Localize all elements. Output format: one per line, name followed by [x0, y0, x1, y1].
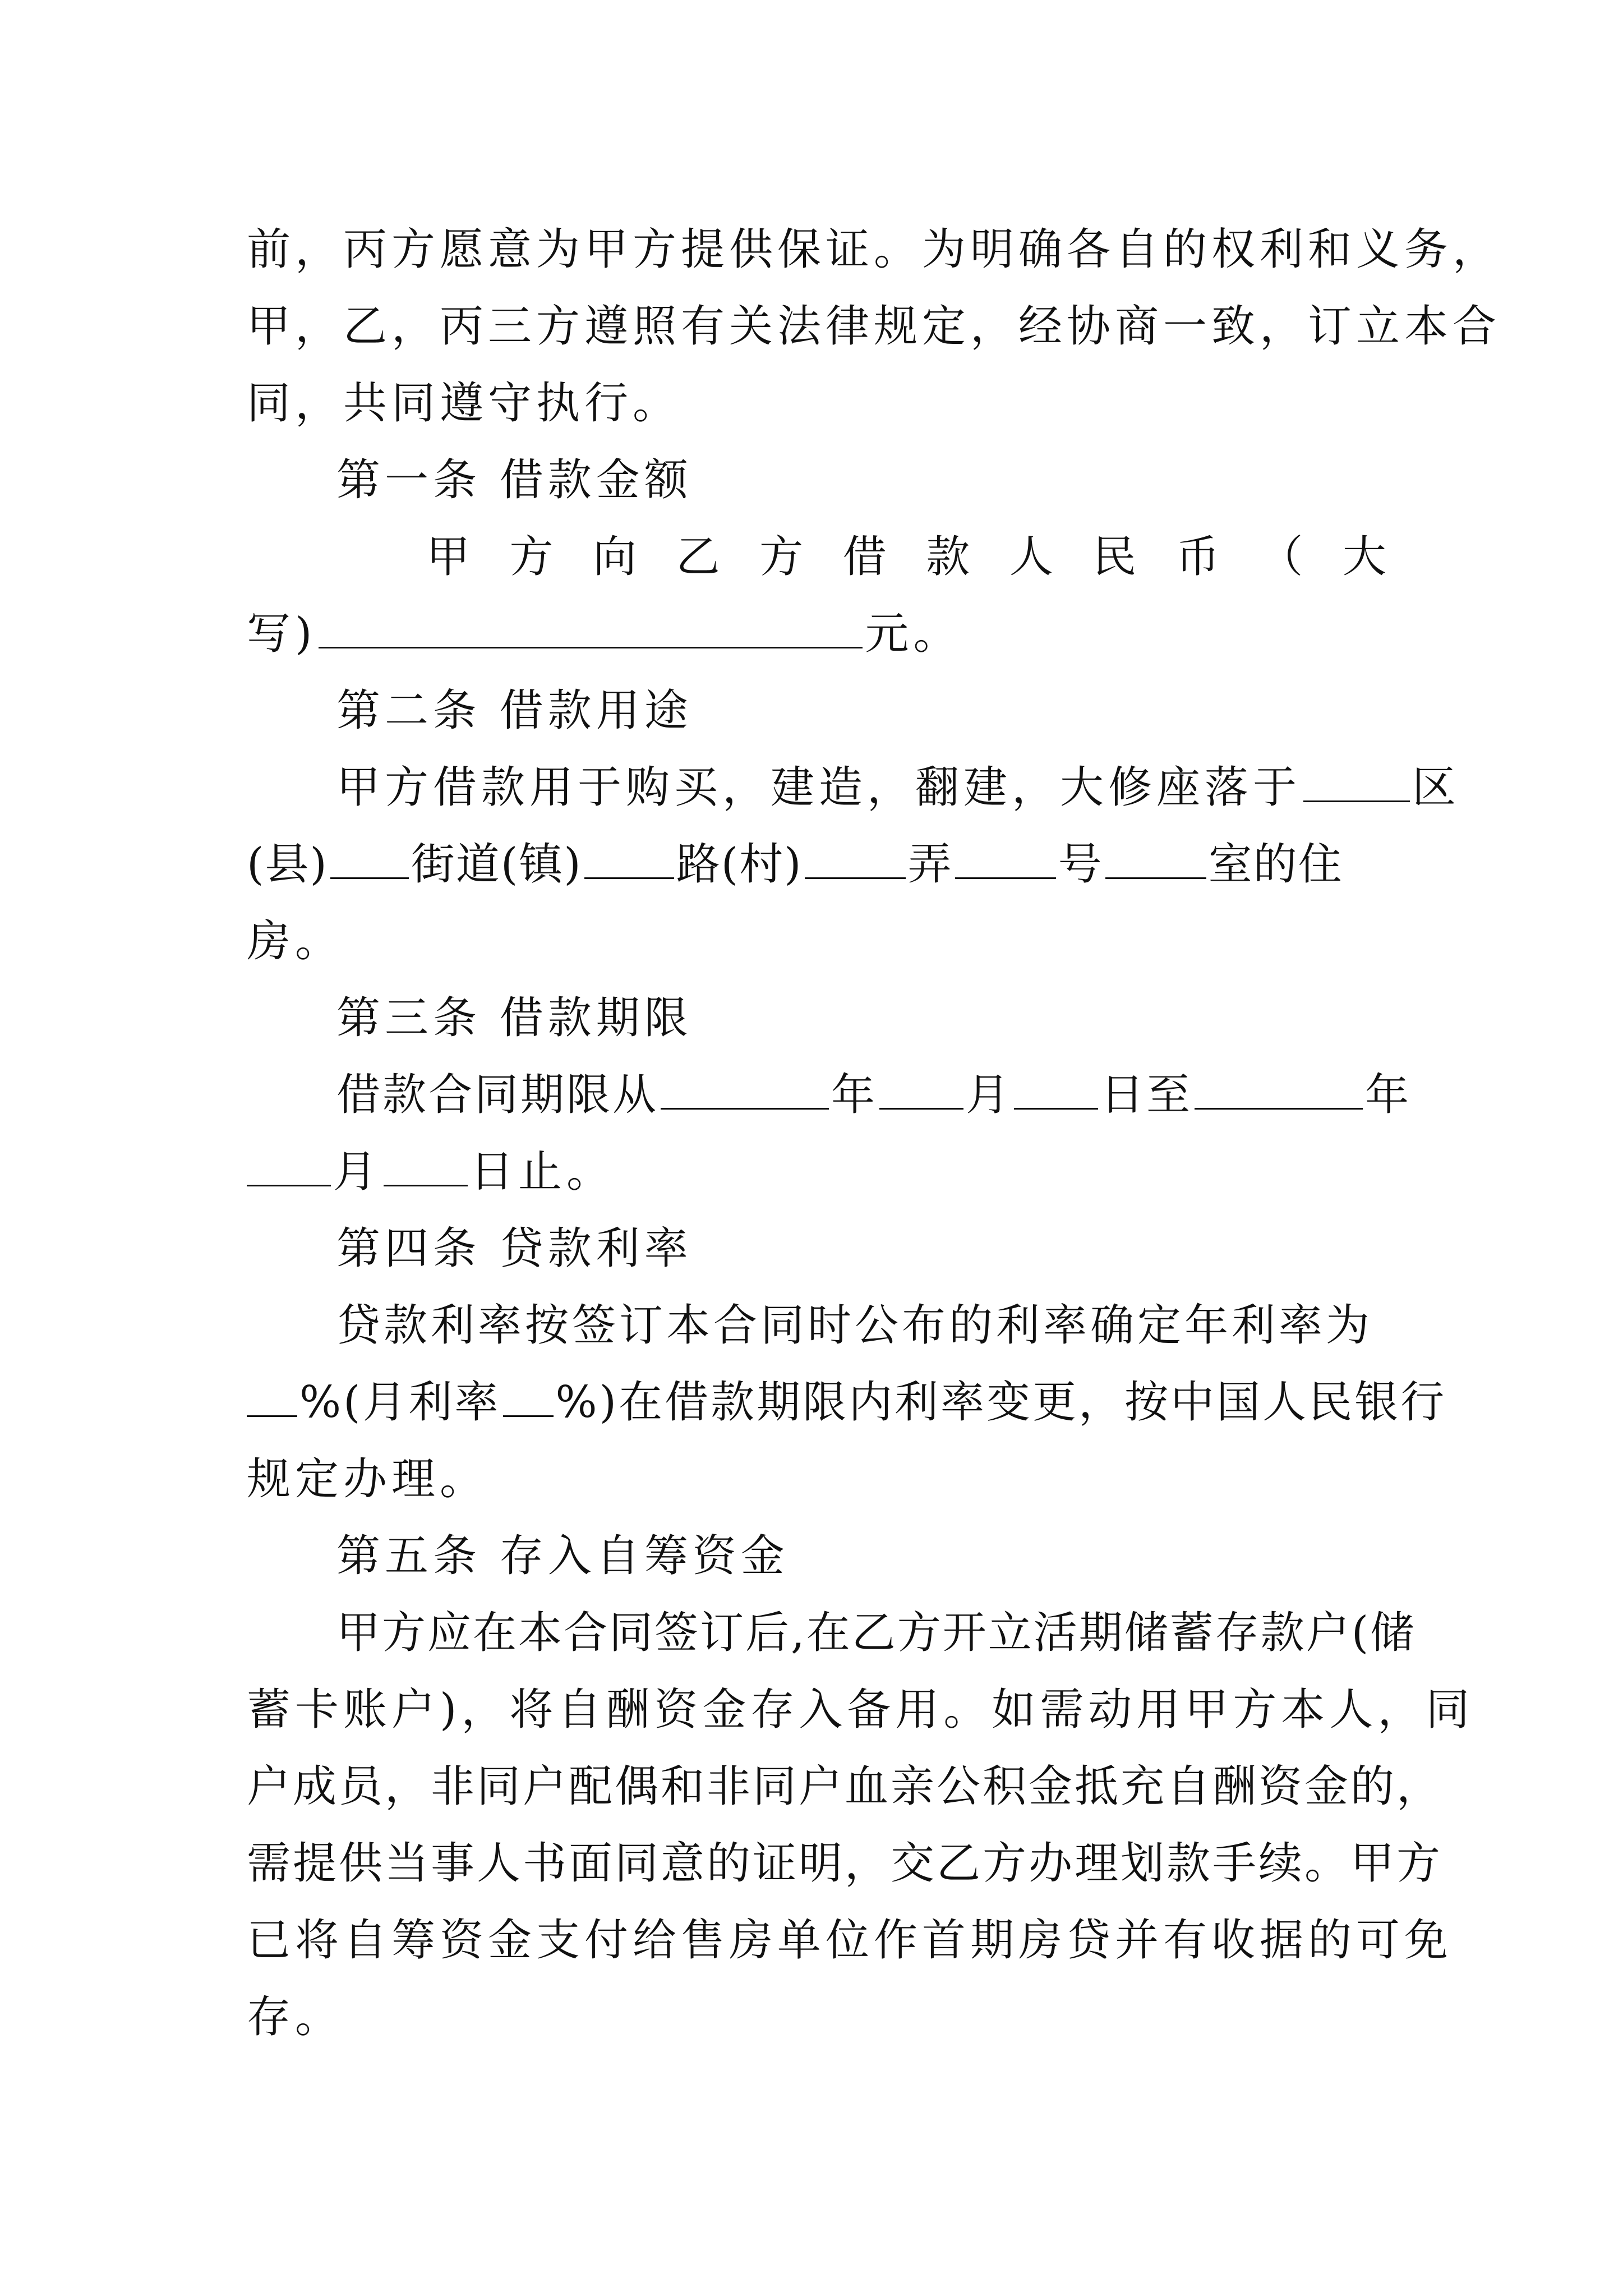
article-1-char: 方 — [759, 532, 808, 582]
article-1-char: 人 — [1009, 532, 1058, 582]
article-1-char: 款 — [926, 532, 975, 582]
article-2-line-2 — [247, 834, 1391, 895]
monthly-rate-blank[interactable] — [503, 1375, 554, 1417]
article-5-heading: 第五条 存入自筹资金 — [336, 1531, 789, 1581]
article-4-line-3: 规定办理。 — [247, 1454, 488, 1504]
article-3-line-2 — [247, 1141, 1391, 1203]
end-day-label: 日止。 — [470, 1147, 615, 1197]
end-month-blank[interactable] — [247, 1144, 331, 1186]
loan-term-label: 借款合同期限从 — [336, 1070, 659, 1120]
article-5-line-6: 存。 — [247, 1992, 344, 2042]
number-label: 号 — [1058, 839, 1103, 890]
article-5-line-2: 蓄卡账户)，将自酬资金存入备用。如需动用甲方本人，同 — [247, 1685, 1474, 1735]
room-label: 室的住 — [1208, 839, 1343, 890]
county-label: (县) — [247, 839, 328, 890]
article-1-char: 币 — [1175, 532, 1224, 582]
end-year-label: 年 — [1365, 1070, 1412, 1120]
start-day-blank[interactable] — [1014, 1068, 1098, 1110]
lane-label: 弄 — [907, 839, 953, 890]
monthly-rate-label: %(月利率 — [299, 1377, 501, 1428]
start-month-label: 月 — [966, 1070, 1012, 1120]
article-2-heading: 第二条 借款用途 — [336, 685, 693, 736]
article-1-char: 向 — [593, 532, 642, 582]
article-1-line-2 — [247, 603, 1391, 665]
start-year-label: 年 — [831, 1070, 878, 1120]
article-2-line-3: 房。 — [247, 916, 344, 967]
article-3-line-1 — [336, 1064, 1412, 1126]
article-1-char: 乙 — [676, 532, 725, 582]
article-1-char: 民 — [1092, 532, 1141, 582]
annual-rate-blank[interactable] — [247, 1375, 297, 1417]
article-1-prefix: 写) — [247, 609, 317, 659]
article-4-line-1: 贷款利率按签订本合同时公布的利率确定年利率为 — [336, 1300, 1373, 1351]
lane-blank[interactable] — [805, 837, 906, 879]
article-5-line-5: 已将自筹资金支付给售房单位作首期房贷并有收据的可免 — [247, 1915, 1453, 1966]
article-1-char: 大 — [1342, 532, 1391, 582]
district-blank[interactable] — [1303, 760, 1410, 802]
road-label: 路(村) — [676, 839, 803, 890]
article-4-line-2 — [247, 1372, 1447, 1433]
room-blank[interactable] — [1105, 837, 1206, 879]
article-5-line-1: 甲方应在本合同签订后,在乙方开立活期储蓄存款户(储 — [336, 1608, 1416, 1658]
article-2-district: 区 — [1412, 762, 1461, 813]
article-1-heading: 第一条 借款金额 — [336, 455, 693, 505]
article-4-heading: 第四条 贷款利率 — [336, 1223, 693, 1274]
article-1-char: 甲 — [426, 532, 475, 582]
article-5-line-3: 户成员，非同户配偶和非同户血亲公积金抵充自酬资金的， — [247, 1761, 1443, 1812]
amount-blank[interactable] — [319, 606, 863, 648]
intro-line-3: 同，共同遵守执行。 — [247, 378, 681, 429]
article-2-text: 甲方借款用于购买，建造，翻建，大修座落于 — [336, 762, 1302, 813]
article-1-char: 借 — [842, 532, 891, 582]
street-label: 街道(镇) — [411, 839, 582, 890]
article-2-line-1 — [336, 757, 1461, 818]
street-blank[interactable] — [330, 837, 409, 879]
article-1-char: 方 — [509, 532, 558, 582]
rate-change-text: %)在借款期限内利率变更，按中国人民银行 — [555, 1377, 1447, 1428]
start-day-label: 日至 — [1100, 1070, 1193, 1120]
end-year-blank[interactable] — [1195, 1068, 1363, 1110]
article-3-heading: 第三条 借款期限 — [336, 993, 693, 1043]
intro-line-2: 甲，乙，丙三方遵照有关法律规定，经协商一致，订立本合 — [247, 301, 1501, 352]
end-day-blank[interactable] — [384, 1144, 468, 1186]
start-month-blank[interactable] — [879, 1068, 963, 1110]
article-5-line-4: 需提供当事人书面同意的证明，交乙方办理划款手续。甲方 — [247, 1838, 1443, 1889]
article-1-line-1 — [426, 526, 1391, 588]
end-month-label: 月 — [333, 1147, 382, 1197]
article-1-char: （ — [1259, 532, 1308, 582]
article-1-suffix: 元。 — [865, 609, 962, 659]
intro-line-1: 前，丙方愿意为甲方提供保证。为明确各自的权利和义务， — [247, 224, 1501, 275]
number-blank[interactable] — [955, 837, 1056, 879]
article-1-spread-text — [426, 526, 1391, 588]
road-blank[interactable] — [584, 837, 674, 879]
start-year-blank[interactable] — [661, 1068, 829, 1110]
